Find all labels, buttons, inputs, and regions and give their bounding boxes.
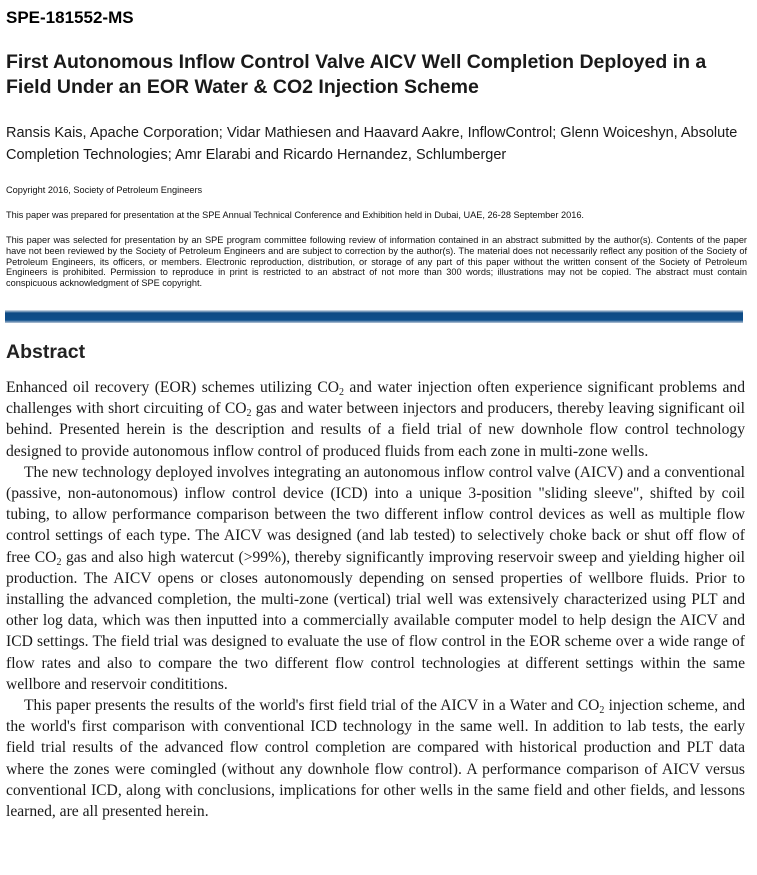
presentation-note: This paper was prepared for presentation at the SPE Annual Technical Conference and Exhibition held in Dubai, UAE, 26-28 September 2016. bbox=[6, 210, 584, 220]
abstract-body bbox=[6, 377, 745, 822]
section-divider-bar bbox=[5, 310, 743, 323]
abstract-paragraph-3: This paper presents the results of the world's first field trial of the AICV in a Water and $CO_2$ injection scheme, and the world's first comparison with conventional ICD technology in the same well. In addition to lab tests, the early field trial results of the advanced flow control completion are compared with historical production and PLT data where the zones were comingled (without any downhole flow control). A performance comparison of AICV versus conventional ICD, along with conclusions, implications for other wells in the same field and other fields, and lessons learned, are all presented herein. bbox=[6, 697, 745, 821]
paper-authors: Ransis Kais, Apache Corporation; Vidar Mathiesen and Haavard Aakre, InflowControl; Glenn Woiceshyn, Absolute Completion Technologies; Amr Elarabi and Ricardo Hernandez, Schlumberger bbox=[6, 125, 738, 163]
paper-id: SPE-181552-MS bbox=[6, 8, 134, 27]
selection-disclaimer: This paper was selected for presentation by an SPE program committee following review of information contained in an abstract submitted by the author(s). Contents of the paper have not been reviewed by the Society of Petroleum Engineers and are subject to correction by the author(s). The material does not necessarily reflect any position of the Society of Petroleum Engineers, its officers, or members. Electronic reproduction, distribution, or storage of any part of this paper without the written consent of the Society of Petroleum Engineers is prohibited. Permission to reproduce in print is restricted to an abstract of not more than 300 words; illustrations may not be copied. The abstract must contain conspicuous acknowledgment of SPE copyright. bbox=[6, 235, 747, 289]
abstract-paragraph-2: The new technology deployed involves integrating an autonomous inflow control valve (AICV) and a conventional (passive, non-autonomous) inflow control device (ICD) into a unique 3-position "sliding sleeve", shifted by coil tubing, to allow performance comparison between the two different inflow control devices as well as multiple flow control settings of each type. The AICV was designed (and lab tested) to selectively choke back or shut off flow of free $CO_2$ gas and also high watercut (>99%), thereby significantly improving reservoir sweep and yielding higher oil production. The AICV opens or closes autonomously depending on sensed properties of wellbore fluids. Prior to installing the advanced completion, the multi-zone (vertical) trial well was extensively characterized using PLT and other log data, which was then inputted into a commercially available computer model to help design the AICV and ICD settings. The field trial was designed to evaluate the use of flow control in the EOR scheme over a wide range of flow rates and also to compare the two different flow control technologies at different settings within the same wellbore and reservoir condititions. bbox=[6, 463, 745, 693]
abstract-heading: Abstract bbox=[6, 341, 86, 363]
paper-title: First Autonomous Inflow Control Valve AICV Well Completion Deployed in a Field Under an EOR Water & CO2 Injection Scheme bbox=[6, 51, 707, 98]
abstract-paragraph-1: Enhanced oil recovery (EOR) schemes utilizing $CO_2$ and water injection often experience significant problems and challenges with short circuiting of $CO_2$ gas and water between injectors and producers, thereby leaving significant oil behind. Presented herein is the description and results of a field trial of new downhole flow control technology designed to provide autonomous inflow control of produced fluids from each zone in multi-zone wells. bbox=[6, 379, 745, 460]
copyright-notice: Copyright 2016, Society of Petroleum Engineers bbox=[6, 185, 203, 195]
